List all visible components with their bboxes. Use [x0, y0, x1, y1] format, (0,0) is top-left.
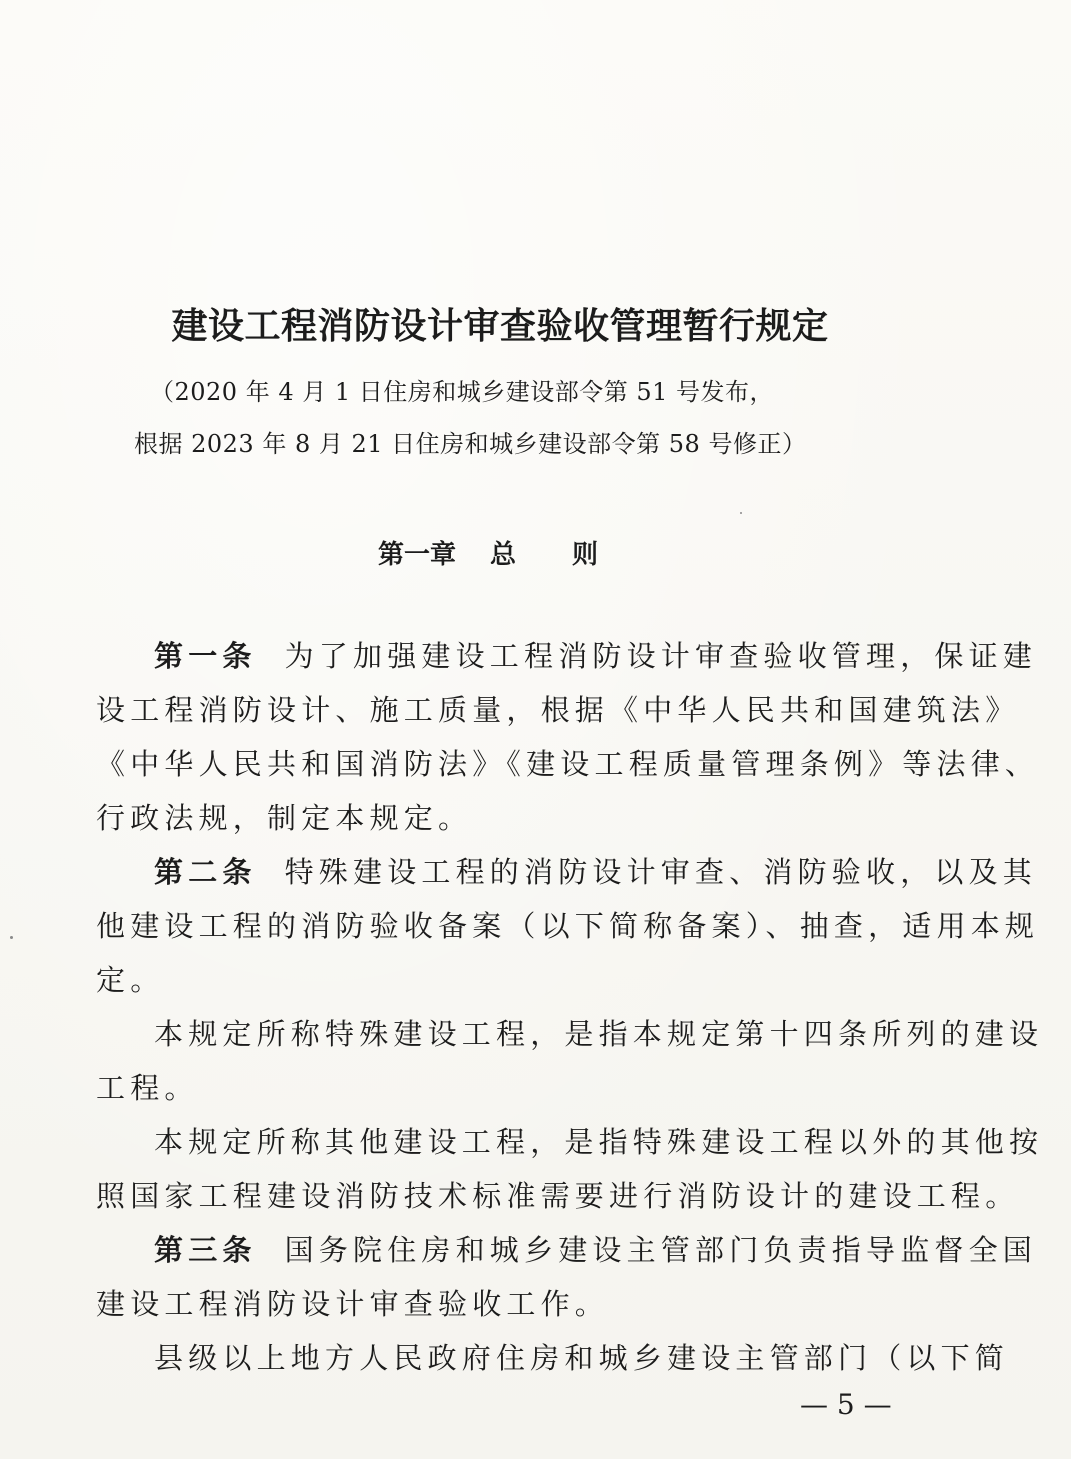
- article-1-line-2: 设工程消防设计、施工质量，根据《中华人民共和国建筑法》: [96, 693, 1020, 727]
- paragraph-other-line-1: 本规定所称其他建设工程，是指特殊建设工程以外的其他按: [154, 1125, 1044, 1159]
- scan-speck: [10, 936, 13, 939]
- paragraph-county-line-1: 县级以上地方人民政府住房和城乡建设主管部门（以下简: [154, 1341, 1010, 1375]
- article-label: 第一条: [154, 639, 257, 673]
- article-label: 第三条: [154, 1233, 257, 1267]
- article-label: 第二条: [154, 855, 257, 889]
- article-1-line-3: 《中华人民共和国消防法》《建设工程质量管理条例》等法律、: [96, 747, 1040, 781]
- article-3-line-1: [154, 1232, 1038, 1268]
- chapter-name-1: 总: [490, 540, 517, 570]
- article-2-line-2: 他建设工程的消防验收备案（以下简称备案）、抽查，适用本规: [96, 909, 1040, 943]
- scan-speck: [740, 512, 742, 514]
- article-1-line-4: 行政法规，制定本规定。: [96, 801, 473, 835]
- article-2-line-3: 定。: [96, 963, 165, 997]
- subtitle-line-1: （2020 年 4 月 1 日住房和城乡建设部令第 51 号发布，: [150, 378, 775, 406]
- paragraph-text: 特殊建设工程的消防设计审查、消防验收，以及其: [284, 855, 1038, 889]
- paragraph-text: 国务院住房和城乡建设主管部门负责指导监督全国: [284, 1233, 1038, 1267]
- article-1-line-1: [154, 638, 1038, 674]
- page-number: — 5 —: [800, 1388, 892, 1421]
- document-title: 建设工程消防设计审查验收管理暂行规定: [171, 305, 829, 347]
- paragraph-special-line-1: 本规定所称特殊建设工程，是指本规定第十四条所列的建设: [154, 1017, 1044, 1051]
- chapter-name-2: 则: [572, 540, 599, 570]
- paragraph-special-line-2: 工程。: [96, 1071, 199, 1105]
- chapter-number: 第一章: [378, 540, 457, 570]
- paragraph-other-line-2: 照国家工程建设消防技术标准需要进行消防设计的建设工程。: [96, 1179, 1020, 1213]
- article-2-line-1: [154, 854, 1038, 890]
- article-3-line-2: 建设工程消防设计审查验收工作。: [96, 1287, 610, 1321]
- chapter-heading: [378, 534, 598, 571]
- subtitle-line-2: 根据 2023 年 8 月 21 日住房和城乡建设部令第 58 号修正）: [134, 430, 807, 458]
- paragraph-text: 为了加强建设工程消防设计审查验收管理，保证建: [284, 639, 1038, 673]
